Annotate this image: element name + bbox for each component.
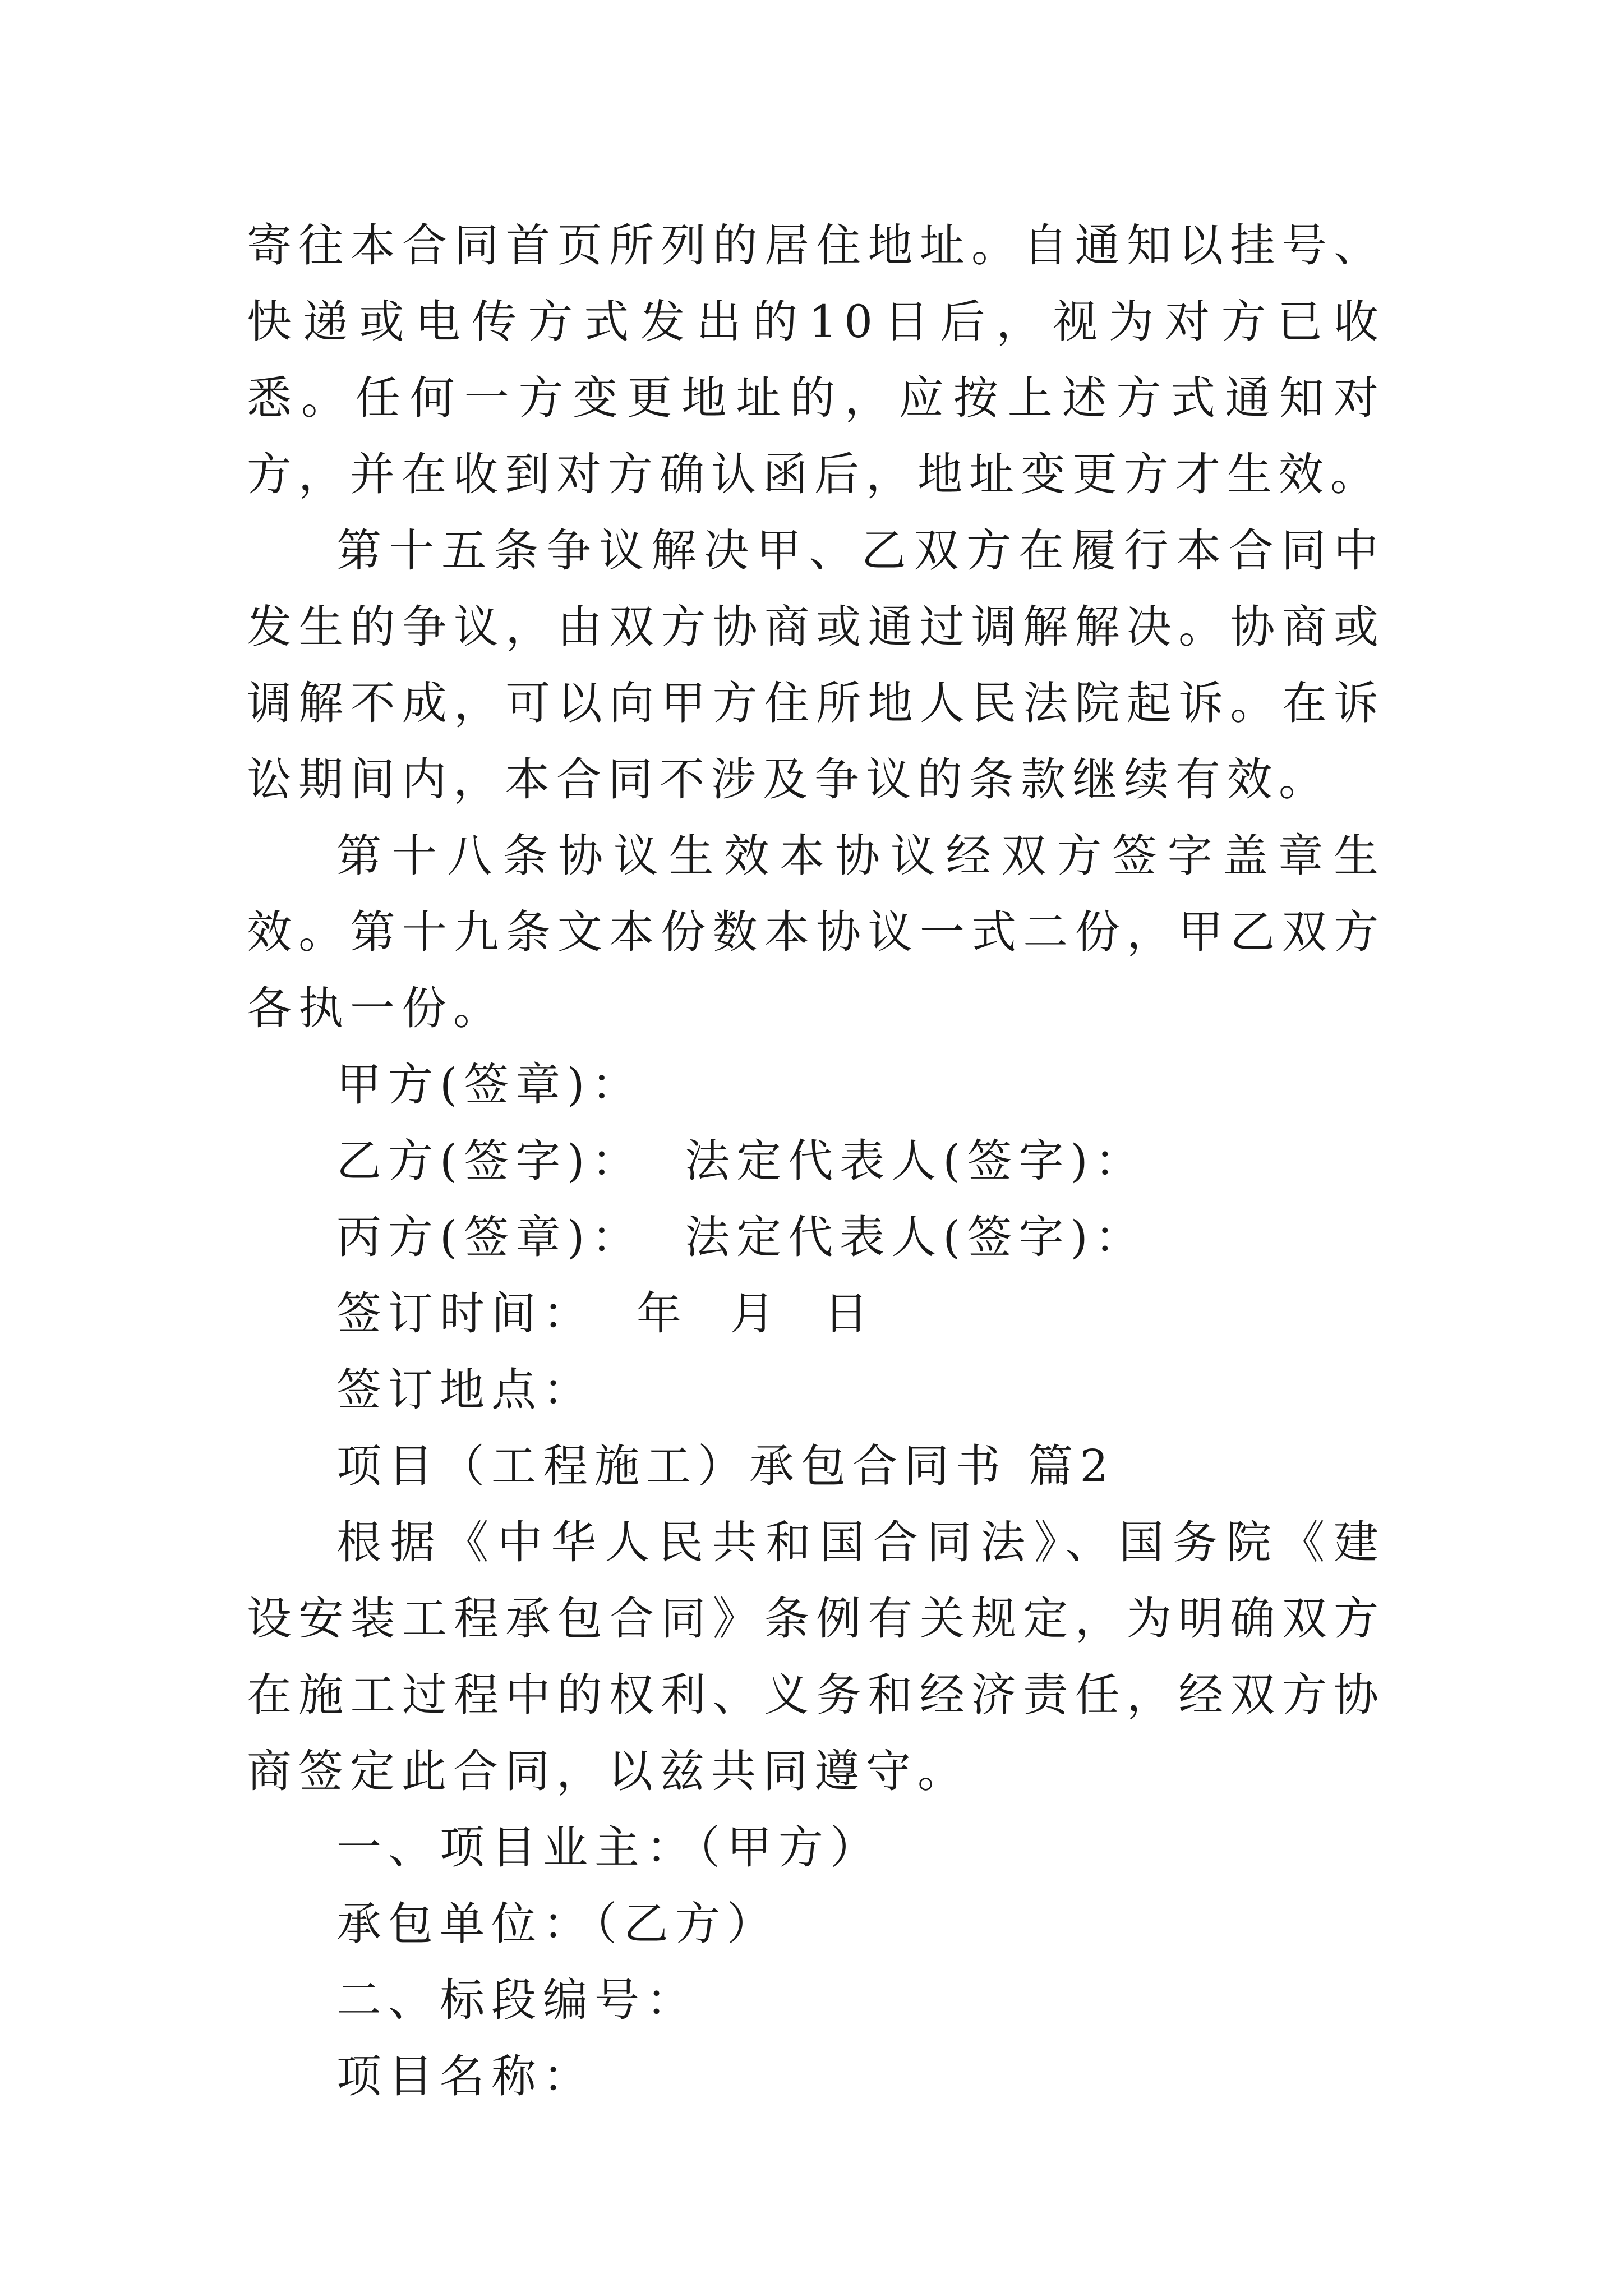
section-2-title: 项目（工程施工）承包合同书 篇2 <box>336 1440 1115 1492</box>
paragraph-agreement-effective: 第十八条协议生效本协议经双方签字盖章生效。第十九条文本份数本协议一式二份，甲乙双方各执一份。 <box>247 830 1385 1034</box>
signature-party-b: 乙方(签字)： 法定代表人(签字)： <box>336 1135 1146 1187</box>
section-2-item-owner: 一、项目业主：（甲方） <box>336 1821 882 1874</box>
section-2-intro: 根据《中华人民共和国合同法》、国务院《建设安装工程承包合同》条例有关规定，为明确双方在施工过程中的权利、义务和经济责任，经双方协商签定此合同，以兹共同遵守。 <box>247 1516 1385 1797</box>
signature-place: 签订地点： <box>336 1364 594 1416</box>
section-2-item-contractor: 承包单位：（乙方） <box>336 1898 778 1950</box>
signature-party-c: 丙方(签章)： 法定代表人(签字)： <box>336 1211 1146 1263</box>
signature-party-a: 甲方(签章)： <box>336 1059 643 1111</box>
signature-date: 签订时间： 年 月 日 <box>336 1287 875 1340</box>
section-2-item-lot-number: 二、标段编号： <box>336 1974 698 2026</box>
paragraph-notice-address: 寄往本合同首页所列的居住地址。自通知以挂号、快递或电传方式发出的10日后，视为对方已收悉。任何一方变更地址的，应按上述方式通知对方，并在收到对方确认函后，地址变更方才生效。 <box>247 219 1385 500</box>
section-2-item-project-name: 项目名称： <box>336 2050 594 2102</box>
paragraph-dispute-resolution: 第十五条争议解决甲、乙双方在履行本合同中发生的争议，由双方协商或通过调解解决。协商或调解不成，可以向甲方住所地人民法院起诉。在诉讼期间内，本合同不涉及争议的条款继续有效。 <box>247 524 1385 806</box>
document-body <box>247 208 1385 2115</box>
